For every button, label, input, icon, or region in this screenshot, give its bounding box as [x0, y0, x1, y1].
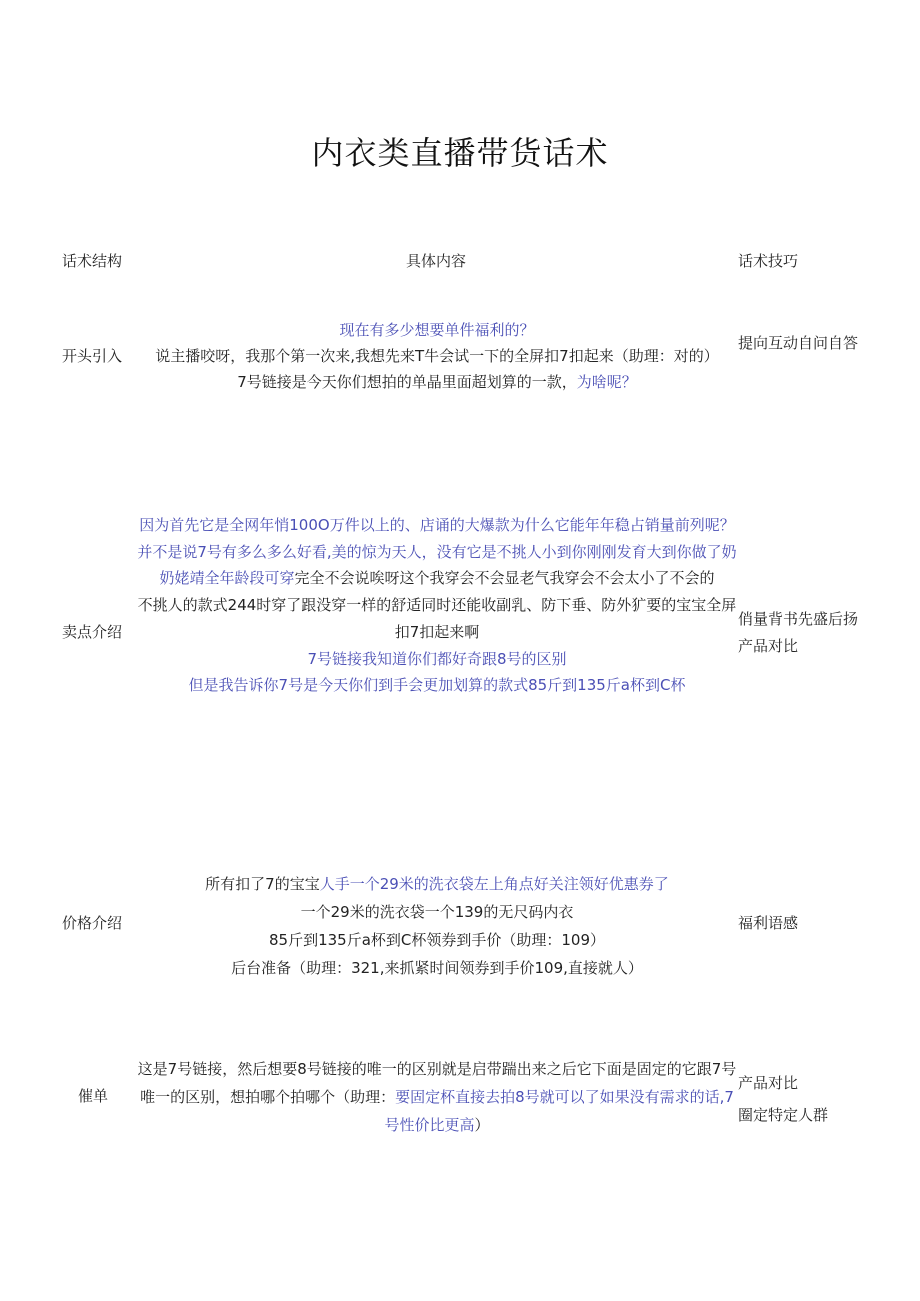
page-title: 内衣类直播带货话术: [311, 134, 609, 172]
row-label-price: 价格介绍: [62, 914, 123, 932]
row-technique-opening: 提向互动自问自答: [738, 334, 859, 352]
technique-line: 圈定特定人群: [738, 1106, 829, 1124]
technique-line: 产品对比: [738, 1074, 799, 1092]
content-line: 7号链接我知道你们都好奇跟8号的区别: [307, 649, 567, 668]
content-line: 不挑人的款式244时穿了跟没穿一样的舒适同时还能收副乳、防下垂、防外犷要的宝宝全屏扣7扣起来啊: [137, 596, 737, 641]
content-line: 85斤到135斤a杯到C杯领券到手价（助理：109）: [268, 931, 605, 949]
content-line: 说主播咬呀，我那个第一次来,我想先来T牛会试一下的全屏扣7扣起来（助理：对的）: [155, 347, 719, 365]
content-line: 后台准备（助理：321,来抓紧时间领券到手价109,直接就人）: [231, 959, 643, 977]
header-technique: 话术技巧: [738, 252, 799, 270]
row-label-urge: 催单: [78, 1087, 109, 1105]
header-content: 具体内容: [406, 252, 467, 270]
content-line: 一个29米的洗衣袋一个139的无尺码内衣: [300, 903, 574, 921]
header-structure: 话术结构: [62, 252, 123, 270]
row-content-price: [137, 870, 737, 982]
content-line: 所有扣了7的宝宝人手一个29米的洗衣袋左上角点好关注领好优惠券了: [205, 875, 669, 893]
content-line: 现在有多少想要单件福利的？: [339, 321, 535, 339]
row-technique-selling-points: 俏量背书先盛后扬产品对比: [738, 610, 859, 655]
row-label-opening: 开头引入: [62, 347, 123, 365]
row-technique-urge: [738, 1067, 860, 1131]
content-line: 这是7号链接，然后想要8号链接的唯一的区别就是启带踹出来之后它下面是固定的它跟7号唯一的区别，想拍哪个拍哪个（助理：要固定杯直接去拍8号就可以了如果没有需求的话,7号性价比更高）: [137, 1060, 737, 1134]
content-line: 因为首先它是全网年悄100O万件以上的、店诵的大爆款为什么它能年年稳占销量前列呢？: [139, 516, 735, 534]
content-line: 并不是说7号有多么多么好看,美的惊为天人，没有它是不挑人小到你刚刚发育大到你做了奶奶姥靖全年龄段可穿完全不会说唉呀这个我穿会不会显老气我穿会不会太小了不会的: [137, 542, 737, 588]
content-line: 7号链接是今天你们想拍的单晶里面超划算的一款，为啥呢？: [237, 373, 637, 391]
row-technique-price: 福利语感: [738, 914, 799, 932]
row-content-opening: [137, 317, 737, 395]
row-label-selling-points: 卖点介绍: [62, 623, 123, 641]
row-content-selling-points: [137, 512, 737, 699]
row-content-urge: [137, 1055, 737, 1139]
content-line: 但是我告诉你7号是今天你们到手会更加划算的款式85斤到135斤a杯到C杯: [188, 676, 686, 695]
